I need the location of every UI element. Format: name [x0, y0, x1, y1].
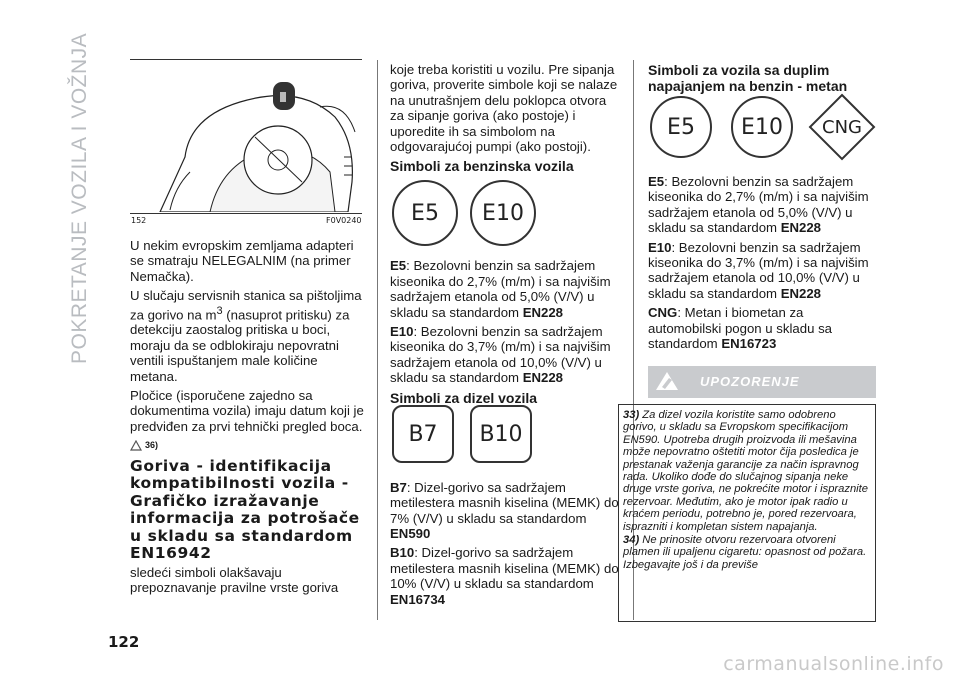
paragraph: Pločice (isporučene zajedno sa dokumentima vozila) imaju datum koji je predviđen za prvi tehnički pregled boca. [130, 388, 364, 434]
b10-definition [390, 545, 620, 607]
note-number: 34) [623, 534, 640, 547]
section-heading: Goriva - identifikacija kompatibilnosti vozila - Grafičko izražavanje informacija za potrošače u skladu sa standardom EN16942 [130, 456, 360, 563]
warning-triangle-icon [130, 440, 142, 451]
label: B10 [390, 545, 415, 561]
column-2 [390, 62, 620, 611]
standard: EN590 [390, 525, 431, 541]
label: B7 [390, 479, 407, 495]
paragraph: koje treba koristiti u vozilu. Pre sipanja goriva, proverite simbole koji se nalaze na unutrašnjem delu poklopca otvora za sipanje goriva (ako postoje) i uporedite ih sa simbolom na odgovarajućoj pumpi (ako postoji). [390, 62, 618, 155]
text: : Bezolovni benzin sa sadržajem kiseonika do 3,7% (m/m) i sa najvišim sadržajem etanola od 10,0% (V/V) u skladu sa standardom [648, 239, 869, 301]
text: Za dizel vozila koristite samo odobreno gorivo, u skladu sa Evropskom specifikacijom EN590. Upotreba drugih proizvoda ili mešavina može nepovratno oštetiti motor čija posledica je prestanak važenja garancije za način ispravnog rada. Ukoliko dođe do slučajnog sipanja neke druge vrste goriva, ne pokrećite motor i ispraznite rezervoar. Međutim, ako je motor ipak radio u kraćem periodu, potrebno je, pored rezervoara, isprazniti i kompletan sistem napajanja. [623, 409, 868, 533]
superscript: 3 [216, 304, 223, 317]
label: CNG [648, 305, 678, 321]
standard: EN228 [780, 220, 822, 236]
e5-symbol: E5 [392, 180, 458, 246]
fuel-filler-figure [130, 62, 362, 212]
e10-definition [648, 240, 876, 302]
figure-number: 152 [131, 216, 147, 225]
label: E10 [648, 239, 672, 255]
figure-bottom-rule [130, 213, 362, 214]
b7-definition [390, 480, 620, 542]
e10-symbol: E10 [731, 96, 793, 158]
text: : Bezolovni benzin sa sadržajem kiseonika do 2,7% (m/m) i sa najvišim sadržajem etanola od 5,0% (V/V) u skladu sa standardom [390, 258, 611, 320]
warning-icon [654, 370, 680, 392]
column-divider [377, 60, 378, 620]
cng-symbol-text: CNG [822, 116, 862, 138]
e5-symbol: E5 [650, 96, 712, 158]
text: (nasuprot pritisku) za detekciju zaostalog pritiska u boci, moraju da se odblokiraju nepovratni ventili ispuštanjem male količine metana. [130, 307, 350, 384]
figure-top-rule [130, 59, 362, 60]
note-ref-text: 36) [145, 440, 159, 451]
page-number: 122 [108, 633, 140, 651]
dual-fuel-heading: Simboli za vozila sa duplim napajanjem na benzin - metan [648, 62, 848, 94]
b10-symbol: B10 [470, 405, 532, 463]
warning-item-34 [623, 534, 871, 571]
label: E5 [648, 174, 665, 189]
standard: EN228 [780, 285, 822, 301]
standard: EN16723 [721, 336, 777, 352]
warning-box [618, 404, 876, 622]
note-number: 33) [623, 409, 640, 421]
b7-symbol: B7 [392, 405, 454, 463]
column-1 [130, 238, 364, 599]
label: E5 [390, 258, 407, 274]
petrol-symbols-heading: Simboli za benzinska vozila [390, 158, 574, 175]
paragraph: U nekim evropskim zemljama adapteri se smatraju NELEGALNIM (na primer Nemačka). [130, 238, 354, 284]
cng-definition [648, 305, 876, 351]
text: U slučaju servisnih stanica sa pištoljima za gorivo na m [130, 288, 362, 323]
note-reference[interactable] [130, 438, 364, 453]
text: : Metan i biometan za automobilski pogon u skladu sa standardom [648, 305, 833, 352]
text: : Dizel-gorivo sa sadržajem metilestera masnih kiselina (MEMK) do 7% (V/V) u skladu sa standardom [390, 479, 619, 526]
side-title-text: POKRETANJE VOZILA I VOŽNJA [68, 32, 91, 364]
paragraph [130, 288, 364, 384]
e5-definition [390, 258, 620, 320]
standard: EN228 [522, 370, 564, 386]
warning-title: UPOZORENJE [700, 374, 800, 389]
standard: EN16734 [390, 591, 445, 607]
cng-symbol [808, 93, 876, 161]
e10-symbol: E10 [470, 180, 536, 246]
paragraph: sledeći simboli olakšavaju prepoznavanje pravilne vrste goriva [130, 564, 339, 596]
footer-watermark[interactable]: carmanualsonline.info [723, 653, 944, 675]
diesel-symbols-heading: Simboli za dizel vozila [390, 389, 538, 406]
label: E10 [390, 324, 414, 340]
text: : Bezolovni benzin sa sadržajem kiseonika do 2,7% (m/m) i sa najvišim sadržajem etanola od 5,0% (V/V) u skladu sa standardom [648, 174, 869, 236]
text: Ne prinosite otvoru rezervoara otvoreni plamen ili upaljenu cigaretu: opasnost od požara. Izbegavajte još i da previše [623, 534, 867, 571]
text: : Dizel-gorivo sa sadržajem metilestera masnih kiselina (MEMK) do 10% (V/V) u skladu sa standardom [390, 545, 619, 592]
standard: EN228 [522, 304, 564, 320]
text: : Bezolovni benzin sa sadržajem kiseonika do 3,7% (m/m) i sa najvišim sadržajem etanola od 10,0% (V/V) u skladu sa standardom [390, 324, 611, 386]
figure-code: F0V0240 [326, 216, 362, 225]
e5-definition [648, 174, 876, 236]
warning-item-33 [623, 409, 871, 533]
e10-definition [390, 324, 620, 386]
